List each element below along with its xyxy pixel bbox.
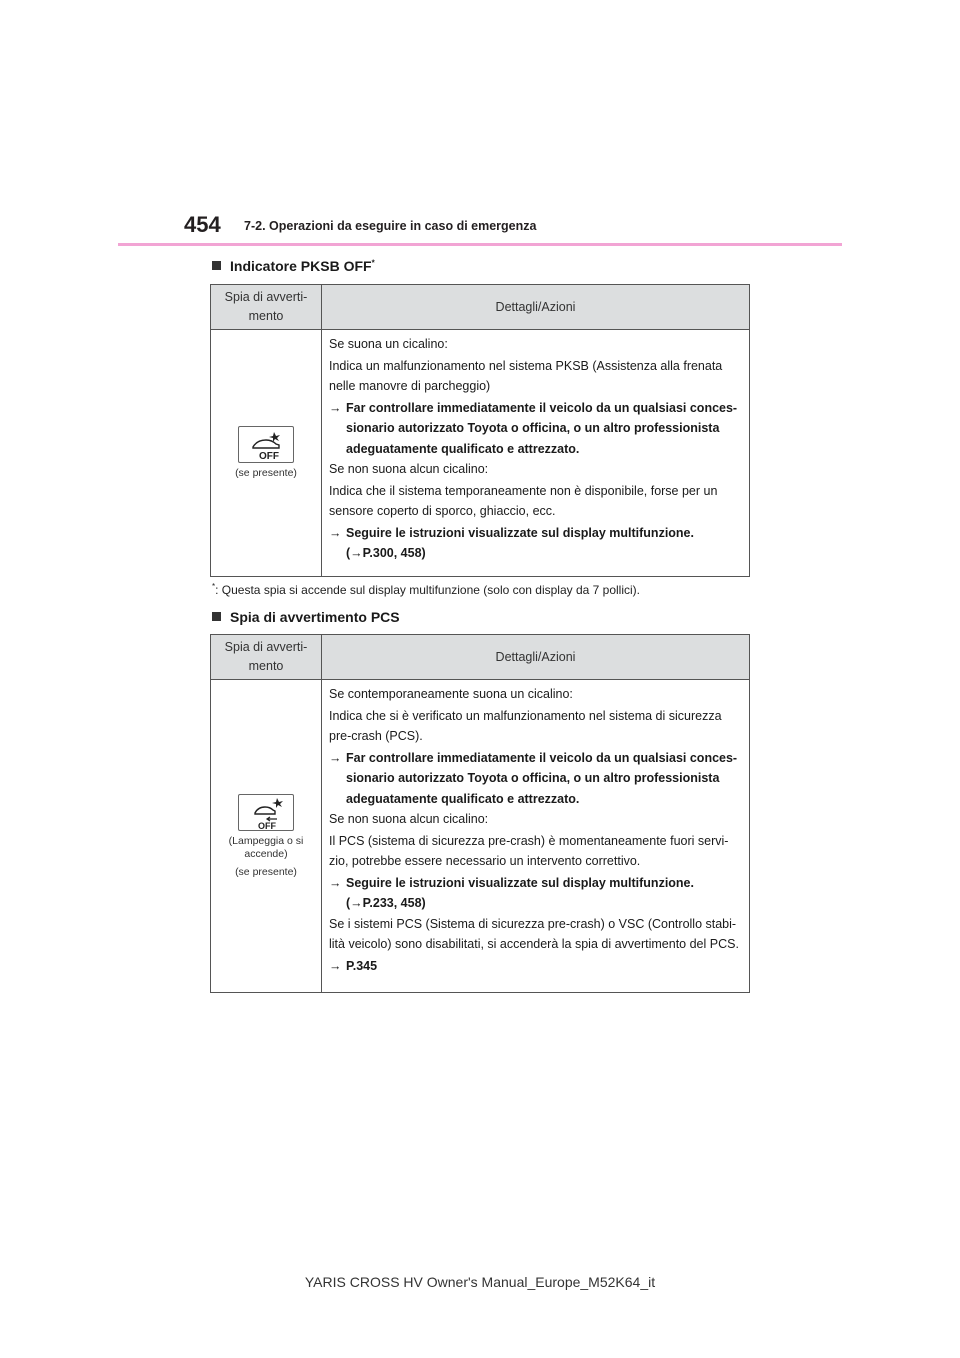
action-text: Seguire le istruzioni visualizzate sul display multifunzione. (→P.233, 458) (346, 875, 694, 910)
svg-text:OFF: OFF (259, 451, 279, 462)
description-text: Se i sistemi PCS (Sistema di sicurezza pre-crash) o VSC (Controllo stabi-lità veicolo) sono disabilitati, si accenderà la spia di avvertimento del PCS. (329, 916, 739, 951)
page-number: 454 (184, 212, 221, 237)
table-row (211, 680, 750, 993)
col-header-details: Dettagli/Azioni (322, 635, 750, 680)
action-item (329, 398, 743, 460)
pcs-table (210, 634, 750, 993)
action-item (329, 748, 743, 810)
action-text: Far controllare immediatamente il veicolo da un qualsiasi conces-sionario autorizzato Toyota o officina, o un altro professionista adeguatamente qualificato e attrezzato. (346, 400, 738, 456)
pksb-off-icon (238, 426, 294, 463)
col-header-warning-light: Spia di avverti- mento (211, 285, 322, 330)
footnote-mark: * (212, 582, 216, 591)
icon-caption: (Lampeggia o si accende) (228, 834, 304, 860)
warning-light-cell (211, 330, 322, 577)
action-item (329, 873, 743, 914)
section-title-pcs (212, 609, 400, 625)
chapter-heading: 7-2. Operazioni da eseguire in caso di emergenza (244, 219, 537, 233)
footnote (212, 582, 640, 597)
icon-caption: (se presente) (235, 467, 297, 479)
section-title-text: Indicatore PKSB OFF (230, 258, 372, 274)
table-header-row (211, 285, 750, 330)
table-row (211, 330, 750, 577)
condition-text: Se non suona alcun cicalino: (329, 812, 489, 826)
arrow-icon: → (329, 875, 342, 890)
arrow-icon: → (329, 400, 342, 415)
action-item (329, 523, 743, 564)
condition-text: Se non suona alcun cicalino: (329, 462, 489, 476)
pksb-table (210, 284, 750, 577)
arrow-icon: → (329, 958, 342, 973)
arrow-icon: → (329, 750, 342, 765)
icon-caption: (se presente) (235, 865, 297, 878)
description-text: Indica che si è verificato un malfunzionamento nel sistema di sicurezza pre-crash (PCS). (329, 708, 722, 743)
footnote-marker: * (371, 258, 375, 268)
bullet-square-icon (212, 261, 221, 270)
col-header-warning-light: Spia di avverti- mento (211, 635, 322, 680)
warning-light-cell (211, 680, 322, 993)
table-header-row (211, 635, 750, 680)
condition-text: Se suona un cicalino: (329, 337, 448, 351)
bullet-square-icon (212, 612, 221, 621)
col-header-details: Dettagli/Azioni (322, 285, 750, 330)
section-title-pksb (212, 258, 375, 274)
section-title-text: Spia di avvertimento PCS (230, 609, 400, 625)
action-text: Far controllare immediatamente il veicolo da un qualsiasi conces-sionario autorizzato Toyota o officina, o un altro professionista adeguatamente qualificato e attrezzato. (346, 750, 738, 806)
footnote-text: : Questa spia si accende sul display multifunzione (solo con display da 7 pollici). (215, 583, 641, 597)
details-cell (322, 680, 750, 993)
action-text: Seguire le istruzioni visualizzate sul display multifunzione. (→P.300, 458) (346, 525, 694, 560)
action-text: P.345 (346, 958, 378, 973)
description-text: Indica che il sistema temporaneamente non è disponibile, forse per un sensore coperto di sporco, ghiaccio, ecc. (329, 483, 718, 518)
arrow-icon: → (329, 525, 342, 540)
pcs-warning-icon (238, 794, 294, 831)
description-text: Il PCS (sistema di sicurezza pre-crash) è momentaneamente fuori servi-zio, potrebbe essere necessario un intervento correttivo. (329, 833, 729, 868)
details-cell (322, 330, 750, 577)
action-item (329, 956, 743, 977)
description-text: Indica un malfunzionamento nel sistema PKSB (Assistenza alla frenata nelle manovre di parcheggio) (329, 358, 723, 393)
footer-text: YARIS CROSS HV Owner's Manual_Europe_M52K64_it (304, 1274, 656, 1290)
svg-text:OFF: OFF (258, 820, 276, 830)
condition-text: Se contemporaneamente suona un cicalino: (329, 687, 573, 701)
header-divider (118, 243, 842, 246)
